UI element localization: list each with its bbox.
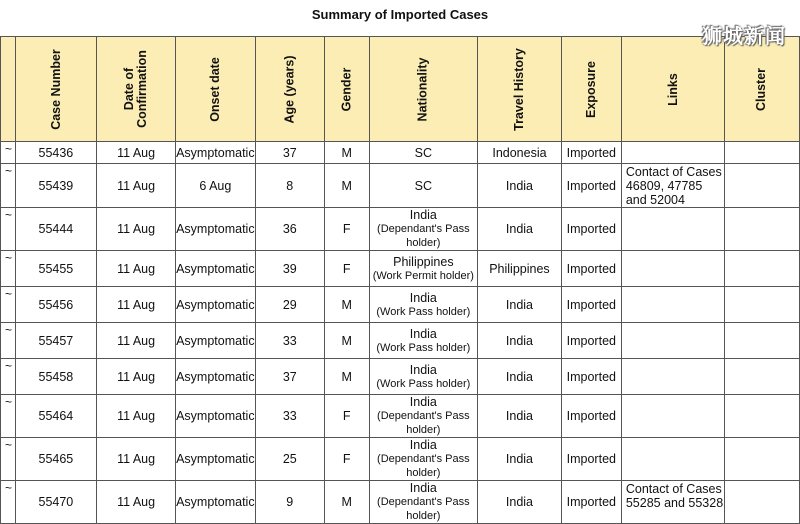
onset-date-cell: Asymptomatic bbox=[175, 395, 255, 438]
date-cell: 11 Aug bbox=[97, 164, 176, 208]
case-number-cell: 55456 bbox=[15, 287, 97, 323]
links-cell bbox=[621, 359, 724, 395]
nationality-text: Philippines bbox=[393, 254, 454, 269]
case-number-cell: 55465 bbox=[15, 438, 97, 481]
pass-type-text: (Dependant's Pass holder) bbox=[377, 223, 470, 249]
age-cell: 39 bbox=[255, 251, 324, 287]
links-cell bbox=[621, 208, 724, 251]
page-title: Summary of Imported Cases bbox=[311, 7, 489, 22]
nationality-text: SC bbox=[414, 178, 433, 193]
links-cell bbox=[621, 323, 724, 359]
links-cell bbox=[621, 438, 724, 481]
nationality-text: India bbox=[409, 481, 437, 495]
links-cell: Contact of Cases 55285 and 55328 bbox=[621, 481, 724, 524]
travel-history-cell: India bbox=[478, 323, 562, 359]
exposure-cell: Imported bbox=[561, 251, 621, 287]
onset-date-cell: Asymptomatic bbox=[175, 481, 255, 524]
header-gender: Gender bbox=[324, 37, 369, 142]
gender-cell: F bbox=[324, 438, 369, 481]
age-cell: 25 bbox=[255, 438, 324, 481]
header-date-of-confirmation: Date of Confirmation bbox=[97, 37, 176, 142]
pass-type-text: (Work Pass holder) bbox=[376, 341, 471, 354]
cluster-cell bbox=[724, 359, 799, 395]
travel-history-cell: Philippines bbox=[478, 251, 562, 287]
case-number-cell: 55458 bbox=[15, 359, 97, 395]
header-links: Links bbox=[621, 37, 724, 142]
exposure-cell: Imported bbox=[561, 164, 621, 208]
links-cell bbox=[621, 251, 724, 287]
case-number-cell: 55436 bbox=[15, 142, 97, 164]
travel-history-cell: India bbox=[478, 395, 562, 438]
travel-history-cell: India bbox=[478, 359, 562, 395]
age-cell: 29 bbox=[255, 287, 324, 323]
table-row bbox=[1, 164, 800, 208]
watermark-logo: 狮城新闻 bbox=[702, 24, 786, 48]
case-number-cell: 55439 bbox=[15, 164, 97, 208]
row-mark: ~ bbox=[1, 481, 16, 524]
exposure-cell: Imported bbox=[561, 359, 621, 395]
exposure-cell: Imported bbox=[561, 323, 621, 359]
date-cell: 11 Aug bbox=[97, 251, 176, 287]
date-cell: 11 Aug bbox=[97, 323, 176, 359]
date-cell: 11 Aug bbox=[97, 438, 176, 481]
links-cell bbox=[621, 395, 724, 438]
cluster-cell bbox=[724, 287, 799, 323]
pass-type-text: (Dependant's Pass holder) bbox=[377, 496, 470, 522]
row-mark: ~ bbox=[1, 287, 16, 323]
table-row bbox=[1, 251, 800, 287]
pass-type-text: (Work Permit holder) bbox=[372, 269, 474, 282]
pass-type-text: (Dependant's Pass holder) bbox=[377, 410, 470, 436]
nationality-cell bbox=[369, 359, 478, 395]
age-cell: 8 bbox=[255, 164, 324, 208]
cluster-cell bbox=[724, 251, 799, 287]
exposure-cell: Imported bbox=[561, 287, 621, 323]
date-cell: 11 Aug bbox=[97, 481, 176, 524]
links-cell: Contact of Cases 46809, 47785 and 52004 bbox=[621, 164, 724, 208]
age-cell: 9 bbox=[255, 481, 324, 524]
onset-date-cell: Asymptomatic bbox=[175, 142, 255, 164]
onset-date-cell: Asymptomatic bbox=[175, 208, 255, 251]
nationality-cell bbox=[369, 438, 478, 481]
table-row bbox=[1, 481, 800, 524]
header-exposure: Exposure bbox=[561, 37, 621, 142]
table-row bbox=[1, 323, 800, 359]
age-cell: 37 bbox=[255, 142, 324, 164]
onset-date-cell: Asymptomatic bbox=[175, 323, 255, 359]
row-mark: ~ bbox=[1, 395, 16, 438]
gender-cell: M bbox=[324, 164, 369, 208]
nationality-cell bbox=[369, 142, 478, 164]
onset-date-cell: Asymptomatic bbox=[175, 438, 255, 481]
exposure-cell: Imported bbox=[561, 142, 621, 164]
exposure-cell: Imported bbox=[561, 395, 621, 438]
header-case-number: Case Number bbox=[15, 37, 97, 142]
date-cell: 11 Aug bbox=[97, 395, 176, 438]
nationality-cell bbox=[369, 287, 478, 323]
nationality-text: India bbox=[409, 208, 437, 222]
row-mark: ~ bbox=[1, 164, 16, 208]
header-nationality: Nationality bbox=[369, 37, 478, 142]
table-row bbox=[1, 287, 800, 323]
onset-date-cell: Asymptomatic bbox=[175, 359, 255, 395]
links-cell bbox=[621, 287, 724, 323]
header-age: Age (years) bbox=[255, 37, 324, 142]
nationality-cell bbox=[369, 208, 478, 251]
case-number-cell: 55444 bbox=[15, 208, 97, 251]
nationality-cell bbox=[369, 323, 478, 359]
age-cell: 36 bbox=[255, 208, 324, 251]
table-row bbox=[1, 208, 800, 251]
gender-cell: F bbox=[324, 395, 369, 438]
header-cluster: Cluster bbox=[724, 37, 799, 142]
nationality-text: India bbox=[409, 362, 437, 377]
date-cell: 11 Aug bbox=[97, 287, 176, 323]
table-row bbox=[1, 142, 800, 164]
nationality-cell bbox=[369, 164, 478, 208]
nationality-cell bbox=[369, 395, 478, 438]
nationality-text: India bbox=[409, 326, 437, 341]
date-cell: 11 Aug bbox=[97, 208, 176, 251]
age-cell: 33 bbox=[255, 323, 324, 359]
date-cell: 11 Aug bbox=[97, 359, 176, 395]
travel-history-cell: India bbox=[478, 438, 562, 481]
nationality-text: India bbox=[409, 395, 437, 409]
row-mark: ~ bbox=[1, 359, 16, 395]
nationality-text: India bbox=[409, 290, 437, 305]
gender-cell: F bbox=[324, 251, 369, 287]
gender-cell: F bbox=[324, 208, 369, 251]
gender-cell: M bbox=[324, 359, 369, 395]
row-mark: ~ bbox=[1, 142, 16, 164]
table-row bbox=[1, 438, 800, 481]
header-mark bbox=[1, 37, 16, 142]
cluster-cell bbox=[724, 323, 799, 359]
nationality-cell bbox=[369, 251, 478, 287]
case-number-cell: 55455 bbox=[15, 251, 97, 287]
table-row bbox=[1, 359, 800, 395]
gender-cell: M bbox=[324, 481, 369, 524]
onset-date-cell: Asymptomatic bbox=[175, 287, 255, 323]
pass-type-text: (Work Pass holder) bbox=[376, 377, 471, 390]
pass-type-text: (Work Pass holder) bbox=[376, 305, 471, 318]
travel-history-cell: India bbox=[478, 208, 562, 251]
table-row bbox=[1, 395, 800, 438]
travel-history-cell: India bbox=[478, 287, 562, 323]
table-header-row bbox=[1, 37, 800, 142]
onset-date-cell: 6 Aug bbox=[175, 164, 255, 208]
cluster-cell bbox=[724, 481, 799, 524]
nationality-text: SC bbox=[414, 145, 433, 160]
links-cell bbox=[621, 142, 724, 164]
row-mark: ~ bbox=[1, 438, 16, 481]
row-mark: ~ bbox=[1, 208, 16, 251]
travel-history-cell: Indonesia bbox=[478, 142, 562, 164]
exposure-cell: Imported bbox=[561, 208, 621, 251]
travel-history-cell: India bbox=[478, 164, 562, 208]
cluster-cell bbox=[724, 208, 799, 251]
nationality-text: India bbox=[409, 438, 437, 452]
nationality-cell bbox=[369, 481, 478, 524]
exposure-cell: Imported bbox=[561, 481, 621, 524]
gender-cell: M bbox=[324, 323, 369, 359]
travel-history-cell: India bbox=[478, 481, 562, 524]
date-cell: 11 Aug bbox=[97, 142, 176, 164]
cluster-cell bbox=[724, 142, 799, 164]
cluster-cell bbox=[724, 164, 799, 208]
row-mark: ~ bbox=[1, 251, 16, 287]
header-onset-date: Onset date bbox=[175, 37, 255, 142]
row-mark: ~ bbox=[1, 323, 16, 359]
imported-cases-table bbox=[0, 36, 800, 524]
case-number-cell: 55457 bbox=[15, 323, 97, 359]
gender-cell: M bbox=[324, 287, 369, 323]
pass-type-text: (Dependant's Pass holder) bbox=[377, 453, 470, 479]
gender-cell: M bbox=[324, 142, 369, 164]
cluster-cell bbox=[724, 438, 799, 481]
onset-date-cell: Asymptomatic bbox=[175, 251, 255, 287]
case-number-cell: 55464 bbox=[15, 395, 97, 438]
age-cell: 33 bbox=[255, 395, 324, 438]
age-cell: 37 bbox=[255, 359, 324, 395]
case-number-cell: 55470 bbox=[15, 481, 97, 524]
header-travel-history: Travel History bbox=[478, 37, 562, 142]
exposure-cell: Imported bbox=[561, 438, 621, 481]
cluster-cell bbox=[724, 395, 799, 438]
